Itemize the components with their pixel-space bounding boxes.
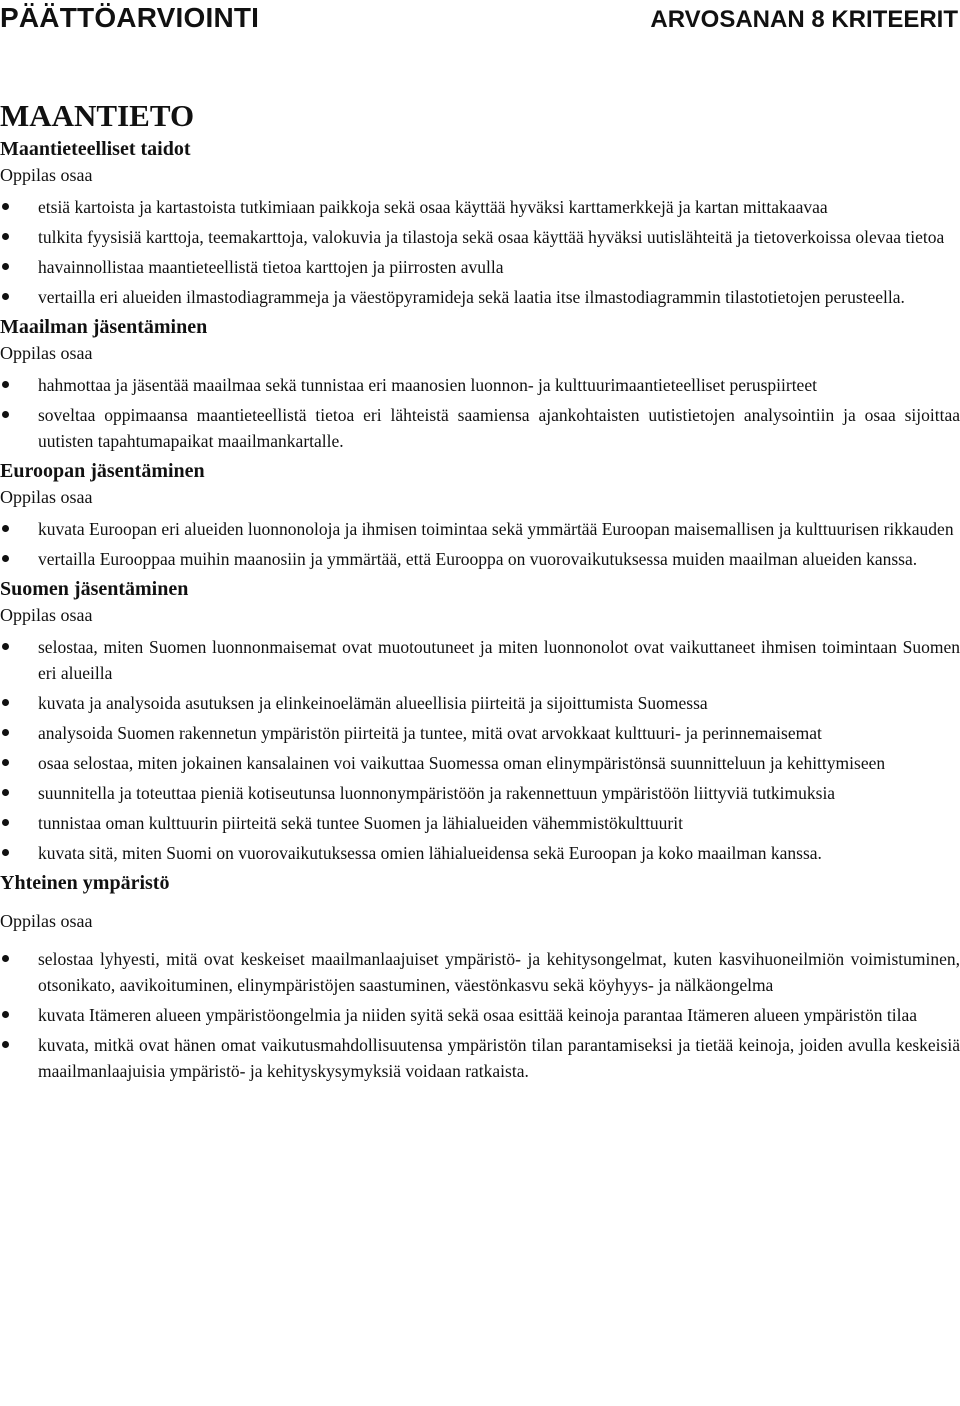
criteria-title: ARVOSANAN 8 KRITEERIT	[650, 6, 958, 33]
list-item-text: analysoida Suomen rakennetun ympäristön piirteitä ja tuntee, mitä ovat arvokkaat kulttuuri- ja perinnemaisemat	[38, 723, 822, 743]
criteria-list	[0, 194, 960, 310]
list-item-text: kuvata Itämeren alueen ympäristöongelmia ja niiden syitä sekä osaa esittää keinoja parantaa Itämeren alueen ympäristön tilaa	[38, 1005, 918, 1025]
section-intro: Oppilas osaa	[0, 605, 93, 625]
list-item	[0, 546, 960, 572]
bullet-icon	[2, 955, 9, 962]
list-item-text: kuvata, mitkä ovat hänen omat vaikutusmahdollisuutensa ympäristön tilan parantamiseksi ja tietää keinoja, joiden avulla keskeisiä maailmanlaajuisia ympäristö- ja kehityskysymyksiä voidaan ratkaista.	[38, 1035, 960, 1081]
bullet-icon	[2, 555, 9, 562]
list-item	[0, 810, 960, 836]
bullet-icon	[2, 699, 9, 706]
section-euroopan-jasentaminen	[0, 458, 960, 572]
document-body	[0, 96, 960, 1088]
bullet-icon	[2, 525, 9, 532]
bullet-icon	[2, 411, 9, 418]
list-item-text: vertailla eri alueiden ilmastodiagrammeja ja väestöpyramideja sekä laatia itse ilmastodiagrammin tilastotietojen perusteella.	[38, 287, 905, 307]
bullet-icon	[2, 729, 9, 736]
section-title: Euroopan jäsentäminen	[0, 460, 205, 482]
bullet-icon	[2, 789, 9, 796]
list-item	[0, 224, 960, 250]
section-title: Suomen jäsentäminen	[0, 578, 189, 600]
list-item	[0, 402, 960, 454]
bullet-icon	[2, 381, 9, 388]
list-item	[0, 840, 960, 866]
document-title: PÄÄTTÖARVIOINTI	[0, 2, 260, 33]
list-item-text: tulkita fyysisiä karttoja, teemakarttoja, valokuvia ja tilastoja sekä osaa käyttää hyväksi uutislähteitä ja tietoverkoissa olevaa tietoa	[38, 227, 945, 247]
subject-title: MAANTIETO	[0, 98, 195, 133]
list-item	[0, 284, 960, 310]
page-header	[0, 0, 960, 40]
list-item-text: havainnollistaa maantieteellistä tietoa karttojen ja piirrosten avulla	[38, 257, 504, 277]
section-title: Maantieteelliset taidot	[0, 138, 191, 160]
list-item	[0, 780, 960, 806]
list-item	[0, 634, 960, 686]
bullet-icon	[2, 849, 9, 856]
bullet-icon	[2, 1041, 9, 1048]
bullet-icon	[2, 263, 9, 270]
bullet-icon	[2, 203, 9, 210]
section-intro: Oppilas osaa	[0, 487, 93, 507]
list-item	[0, 946, 960, 998]
section-intro: Oppilas osaa	[0, 911, 93, 931]
bullet-icon	[2, 293, 9, 300]
section-intro: Oppilas osaa	[0, 343, 93, 363]
section-maantieteelliset-taidot	[0, 136, 960, 310]
list-item	[0, 194, 960, 220]
list-item-text: selostaa, miten Suomen luonnonmaisemat ovat muotoutuneet ja miten luonnonolot ovat vaikuttaneet ihmisen toimintaan Suomen eri alueilla	[38, 637, 960, 683]
bullet-icon	[2, 819, 9, 826]
criteria-list	[0, 372, 960, 454]
list-item-text: soveltaa oppimaansa maantieteellistä tietoa eri lähteistä saamiensa ajankohtaisten uutistietojen analysointiin ja osaa sijoittaa uutisten tapahtumapaikat maailmankartalle.	[38, 405, 960, 451]
list-item	[0, 750, 960, 776]
section-suomen-jasentaminen	[0, 576, 960, 866]
list-item-text: suunnitella ja toteuttaa pieniä kotiseutunsa luonnonympäristöön ja rakennettuun ympäristöön liittyviä tutkimuksia	[38, 783, 836, 803]
list-item-text: selostaa lyhyesti, mitä ovat keskeiset maailmanlaajuiset ympäristö- ja kehitysongelmat, kuten kasvihuoneilmiön voimistuminen, otsonikato, aavikoituminen, elinympäristöjen saastuminen, väestönkasvu sekä köyhyys- ja nälkäongelma	[38, 949, 960, 995]
list-item-text: tunnistaa oman kulttuurin piirteitä sekä tuntee Suomen ja lähialueiden vähemmistökulttuurit	[38, 813, 683, 833]
section-intro: Oppilas osaa	[0, 165, 93, 185]
section-title: Maailman jäsentäminen	[0, 316, 208, 338]
list-item-text: hahmottaa ja jäsentää maailmaa sekä tunnistaa eri maanosien luonnon- ja kulttuurimaantieteelliset peruspiirteet	[38, 375, 817, 395]
section-maailman-jasentaminen	[0, 314, 960, 454]
criteria-list	[0, 634, 960, 866]
list-item-text: kuvata sitä, miten Suomi on vuorovaikutuksessa omien lähialueidensa sekä Euroopan ja koko maailman kanssa.	[38, 843, 822, 863]
section-yhteinen-ymparisto	[0, 870, 960, 1084]
list-item	[0, 690, 960, 716]
list-item	[0, 1032, 960, 1084]
list-item-text: vertailla Eurooppaa muihin maanosiin ja ymmärtää, että Eurooppa on vuorovaikutuksessa muiden maailman alueiden kanssa.	[38, 549, 918, 569]
list-item	[0, 516, 960, 542]
bullet-icon	[2, 233, 9, 240]
bullet-icon	[2, 643, 9, 650]
criteria-list	[0, 516, 960, 572]
list-item	[0, 254, 960, 280]
list-item-text: kuvata ja analysoida asutuksen ja elinkeinoelämän alueellisia piirteitä ja sijoittumista Suomessa	[38, 693, 708, 713]
list-item-text: kuvata Euroopan eri alueiden luonnonoloja ja ihmisen toimintaa sekä ymmärtää Euroopan maisemallisen ja kulttuurisen rikkauden	[38, 519, 954, 539]
bullet-icon	[2, 1011, 9, 1018]
criteria-list	[0, 946, 960, 1084]
list-item-text: etsiä kartoista ja kartastoista tutkimiaan paikkoja sekä osaa käyttää hyväksi karttamerkkejä ja kartan mittakaavaa	[38, 197, 828, 217]
section-title: Yhteinen ympäristö	[0, 872, 170, 894]
list-item-text: osaa selostaa, miten jokainen kansalainen voi vaikuttaa Suomessa oman elinympäristönsä suunnitteluun ja kehittymiseen	[38, 753, 886, 773]
list-item	[0, 372, 960, 398]
list-item	[0, 1002, 960, 1028]
bullet-icon	[2, 759, 9, 766]
list-item	[0, 720, 960, 746]
